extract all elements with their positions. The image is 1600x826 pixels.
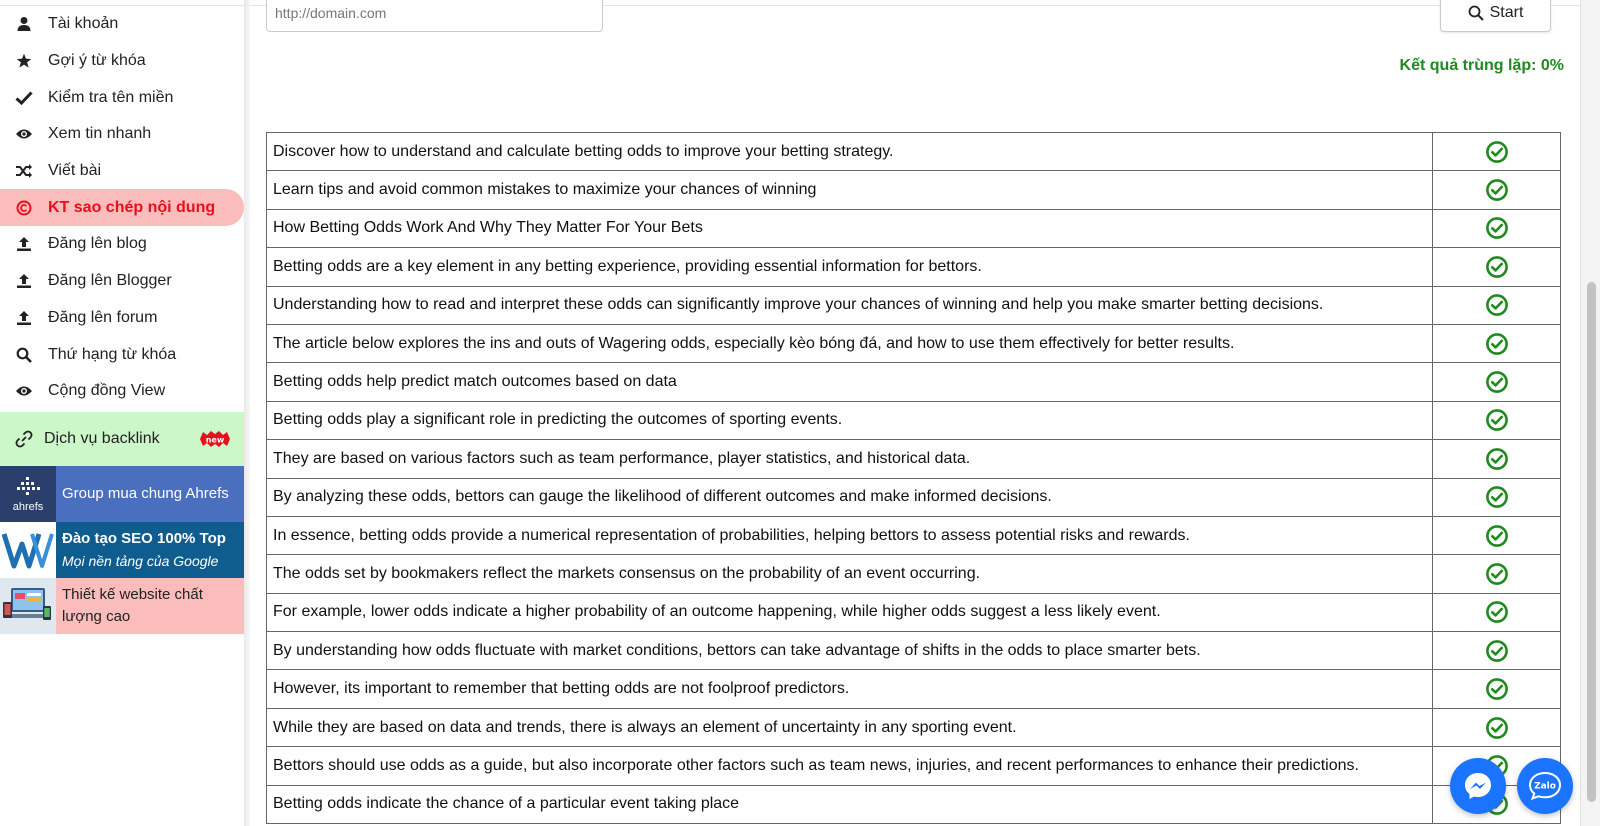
upload-icon <box>12 234 36 254</box>
sidebar-item-label: Kiểm tra tên miền <box>48 88 174 106</box>
sidebar-item-post-blog[interactable] <box>0 226 244 263</box>
check-circle-icon <box>1485 178 1509 202</box>
zalo-icon <box>1527 770 1563 802</box>
star-icon <box>12 51 36 71</box>
sentence-cell: While they are based on data and trends, there is always an element of uncertainty in any sporting event. <box>267 708 1433 746</box>
ahrefs-logo: ahrefs <box>0 466 56 522</box>
website-devices-image <box>0 578 56 634</box>
table-row <box>267 401 1561 439</box>
promo-seo-training[interactable] <box>0 522 244 578</box>
status-cell <box>1433 670 1561 708</box>
table-row <box>267 670 1561 708</box>
sidebar-item-label: Đăng lên blog <box>48 235 147 253</box>
svg-text:Zalo: Zalo <box>1534 781 1556 792</box>
status-cell <box>1433 708 1561 746</box>
sidebar-item-label: Đăng lên Blogger <box>48 272 172 290</box>
upload-icon <box>12 271 36 291</box>
sidebar-item-write[interactable] <box>0 153 244 190</box>
status-cell <box>1433 516 1561 554</box>
start-label: Start <box>1489 4 1524 21</box>
promo-web-design[interactable] <box>0 578 244 634</box>
messenger-button[interactable] <box>1450 758 1506 814</box>
status-cell <box>1433 248 1561 286</box>
status-cell <box>1433 401 1561 439</box>
table-row <box>267 478 1561 516</box>
start-button[interactable] <box>1440 0 1551 32</box>
promo-title: Group mua chung Ahrefs <box>62 484 229 502</box>
check-circle-icon <box>1485 255 1509 279</box>
sentence-cell: Betting odds are a key element in any betting experience, providing essential information for bettors. <box>267 248 1433 286</box>
sidebar-item-keyword-suggest[interactable] <box>0 43 244 80</box>
table-row <box>267 785 1561 823</box>
check-circle-icon <box>1485 562 1509 586</box>
table-row <box>267 747 1561 785</box>
results-table <box>266 132 1561 824</box>
search-icon <box>12 345 36 365</box>
table-row <box>267 516 1561 554</box>
sidebar-item-label: KT sao chép nội dung <box>48 198 216 216</box>
check-circle-icon <box>1485 332 1509 356</box>
check-circle-icon <box>1485 370 1509 394</box>
sidebar-item-account[interactable] <box>0 6 244 43</box>
sentence-cell: They are based on various factors such as team performance, player statistics, and historical data. <box>267 440 1433 478</box>
sentence-cell: Bettors should use odds as a guide, but also incorporate other factors such as team news, injuries, and recent performances to enhance their predictions. <box>267 747 1433 785</box>
sidebar-item-post-forum[interactable] <box>0 300 244 337</box>
table-row <box>267 632 1561 670</box>
sidebar-item-label: Xem tin nhanh <box>48 125 152 143</box>
promo-title: Đào tạo SEO 100% Top <box>62 529 226 547</box>
promo-ahrefs[interactable] <box>0 466 244 522</box>
table-row <box>267 324 1561 362</box>
check-circle-icon <box>1485 716 1509 740</box>
sidebar-item-quick-news[interactable] <box>0 116 244 153</box>
sidebar-item-label: Viết bài <box>48 162 102 180</box>
sidebar-item-label: Thứ hạng từ khóa <box>48 345 177 363</box>
sentence-cell: For example, lower odds indicate a higher probability of an outcome happening, while higher odds suggest a less likely event. <box>267 593 1433 631</box>
sidebar-item-post-blogger[interactable] <box>0 263 244 300</box>
scrollbar-thumb[interactable] <box>1587 282 1596 802</box>
link-icon <box>12 430 36 448</box>
promo-title: Thiết kế website chất <box>62 585 203 603</box>
main-content <box>250 0 1580 826</box>
sentence-cell: The odds set by bookmakers reflect the markets consensus on the probability of an event occurring. <box>267 555 1433 593</box>
shuffle-icon <box>12 161 36 181</box>
promo-subtitle: lượng cao <box>62 607 131 625</box>
sidebar-item-keyword-rank[interactable] <box>0 336 244 373</box>
status-cell <box>1433 324 1561 362</box>
messenger-icon <box>1462 770 1494 802</box>
check-circle-icon <box>1485 408 1509 432</box>
sidebar <box>0 6 244 826</box>
table-row <box>267 440 1561 478</box>
sentence-cell: How Betting Odds Work And Why They Matter For Your Bets <box>267 209 1433 247</box>
svg-text:new: new <box>205 435 224 445</box>
check-circle-icon <box>1485 677 1509 701</box>
sentence-cell: By analyzing these odds, bettors can gauge the likelihood of different outcomes and make informed decisions. <box>267 478 1433 516</box>
url-input[interactable] <box>266 0 603 32</box>
check-circle-icon <box>1485 600 1509 624</box>
sentence-cell: The article below explores the ins and outs of Wagering odds, especially kèo bóng đá, and how to use them effectively for better results. <box>267 324 1433 362</box>
sidebar-item-label: Tài khoản <box>48 15 119 33</box>
sidebar-item-label: Đăng lên forum <box>48 308 158 326</box>
check-circle-icon <box>1485 293 1509 317</box>
status-cell <box>1433 363 1561 401</box>
copyright-icon <box>12 198 36 218</box>
table-row <box>267 171 1561 209</box>
status-cell <box>1433 593 1561 631</box>
sidebar-item-label: Dịch vụ backlink <box>44 429 160 447</box>
sidebar-item-domain-check[interactable] <box>0 79 244 116</box>
sentence-cell: Discover how to understand and calculate betting odds to improve your betting strategy. <box>267 133 1433 171</box>
check-circle-icon <box>1485 140 1509 164</box>
status-cell <box>1433 286 1561 324</box>
sentence-cell: Betting odds play a significant role in predicting the outcomes of sporting events. <box>267 401 1433 439</box>
status-cell <box>1433 555 1561 593</box>
w-logo <box>0 522 56 578</box>
table-row <box>267 708 1561 746</box>
sentence-cell: By understanding how odds fluctuate with market conditions, bettors can take advantage of shifts in the odds to place smarter bets. <box>267 632 1433 670</box>
table-row <box>267 555 1561 593</box>
eye-icon <box>12 381 36 401</box>
sentence-cell: Understanding how to read and interpret these odds can significantly improve your chances of winning and help you make smarter betting decisions. <box>267 286 1433 324</box>
sidebar-item-community[interactable] <box>0 373 244 410</box>
promo-subtitle: Mọi nền tảng của Google <box>62 552 219 569</box>
new-badge-icon <box>198 430 232 448</box>
table-row <box>267 248 1561 286</box>
table-row <box>267 133 1561 171</box>
table-row <box>267 363 1561 401</box>
sentence-cell: In essence, betting odds provide a numerical representation of probabilities, helping bettors to assess potential risks and rewards. <box>267 516 1433 554</box>
check-icon <box>12 88 36 108</box>
check-circle-icon <box>1485 447 1509 471</box>
status-cell <box>1433 632 1561 670</box>
upload-icon <box>12 308 36 328</box>
check-circle-icon <box>1485 216 1509 240</box>
check-circle-icon <box>1485 524 1509 548</box>
user-icon <box>12 14 36 34</box>
zalo-button[interactable] <box>1517 758 1573 814</box>
sidebar-item-backlink[interactable] <box>0 412 244 466</box>
sentence-cell: Betting odds help predict match outcomes based on data <box>267 363 1433 401</box>
status-cell <box>1433 440 1561 478</box>
sidebar-item-label: Cộng đồng View <box>48 382 166 400</box>
table-row <box>267 286 1561 324</box>
sidebar-item-label: Gợi ý từ khóa <box>48 52 146 70</box>
sidebar-item-copy-check[interactable] <box>0 189 244 226</box>
status-cell <box>1433 133 1561 171</box>
eye-icon <box>12 124 36 144</box>
check-circle-icon <box>1485 639 1509 663</box>
status-cell <box>1433 478 1561 516</box>
sentence-cell: Betting odds indicate the chance of a particular event taking place <box>267 785 1433 823</box>
table-row <box>267 593 1561 631</box>
table-row <box>267 209 1561 247</box>
url-placeholder: http://domain.com <box>275 5 387 21</box>
search-icon <box>1468 5 1484 21</box>
sentence-cell: However, its important to remember that betting odds are not foolproof predictors. <box>267 670 1433 708</box>
status-cell <box>1433 209 1561 247</box>
check-circle-icon <box>1485 485 1509 509</box>
status-cell <box>1433 171 1561 209</box>
duplicate-result: Kết quả trùng lặp: 0% <box>1399 57 1564 74</box>
sentence-cell: Learn tips and avoid common mistakes to maximize your chances of winning <box>267 171 1433 209</box>
